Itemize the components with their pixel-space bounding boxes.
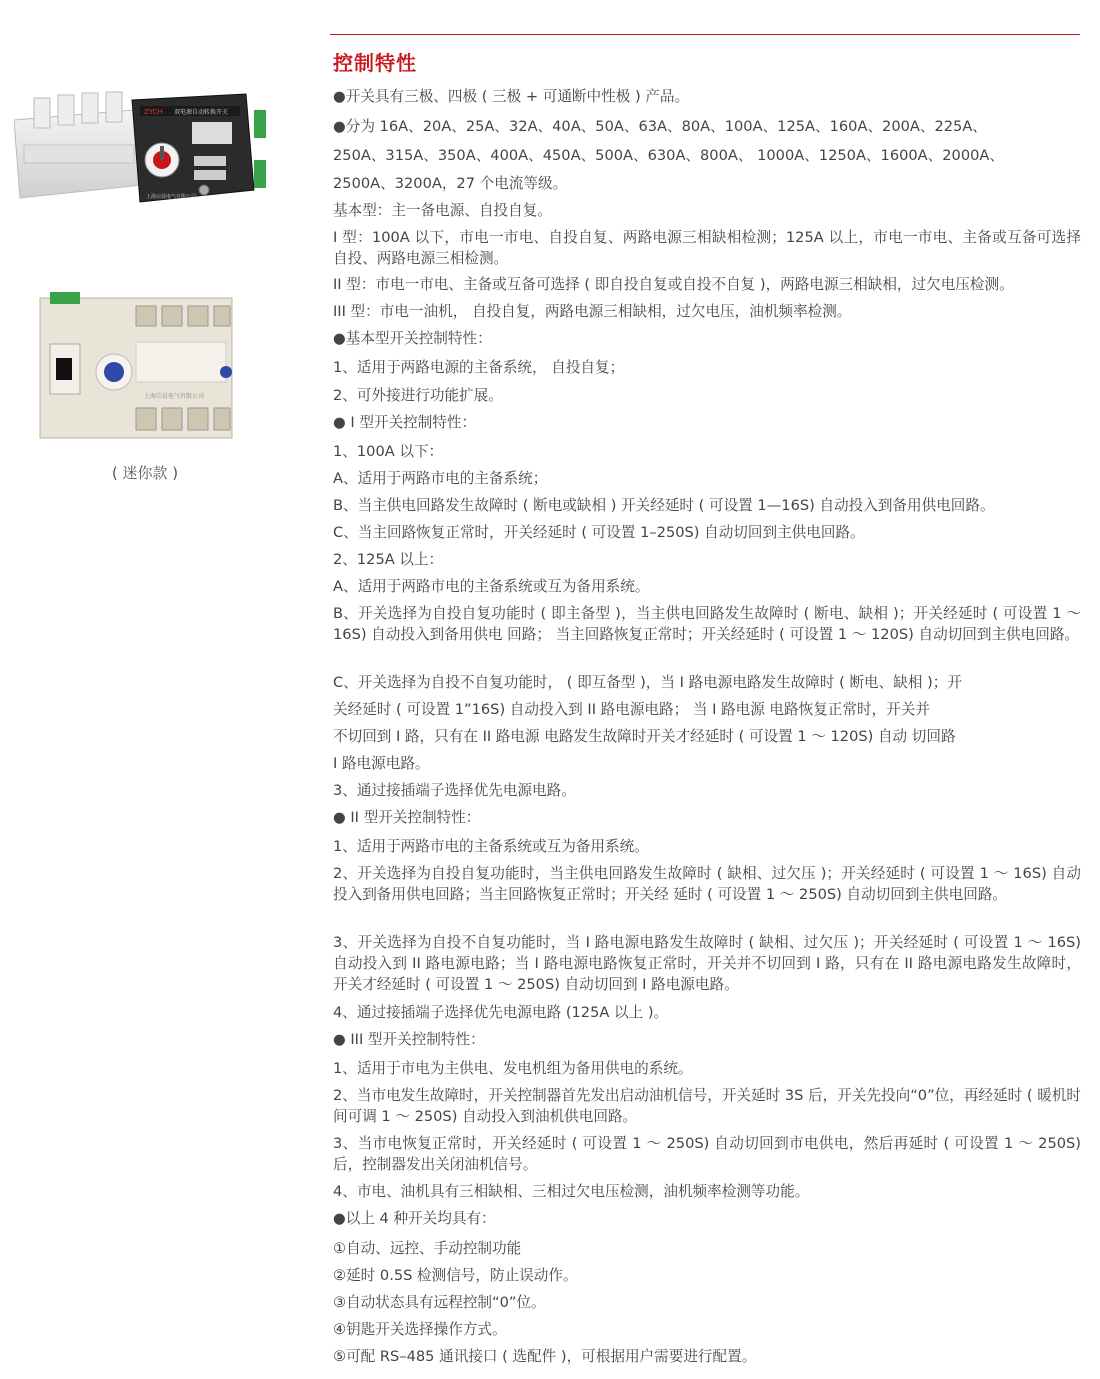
text-line: ● I 型开关控制特性： [333, 414, 477, 431]
text-line: ③自动状态具有远程控制“0”位。 [333, 1294, 546, 1311]
text-line: 3、通过接插端子选择优先电源电路。 [333, 782, 576, 799]
text-paragraph: B、开关选择为自投自复功能时 ( 即主备型 )，当主供电回路发生故障时 ( 断电、缺相 )；开关经延时 ( 可设置 1 ～ 16S) 自动投入到备用供电 回路； 当主回路恢复正常时；开关经延时 ( 可设置 1 ～ 120S) 自动切回到主供电回路。 [333, 605, 1081, 643]
text-line: 不切回到 I 路，只有在 II 路电源 电路发生故障时开关才经延时 ( 可设置 1 ～ 120S) 自动 切回路 [333, 728, 956, 745]
text-line: 2500A、3200A，27 个电流等级。 [333, 175, 568, 192]
text-line: C、开关选择为自投不自复功能时， ( 即互备型 )，当 I 路电源电路发生故障时 ( 断电、缺相 )；开 [333, 674, 962, 691]
transfer-switch-photo [14, 90, 270, 210]
text-line: 基本型：主一备电源、自投自复。 [333, 202, 552, 219]
text-line: ● II 型开关控制特性： [333, 809, 481, 826]
text-line: III 型：市电一油机， 自投自复，两路电源三相缺相，过欠电压，油机频率检测。 [333, 303, 852, 320]
mini-caption: ( 迷你款 ) [111, 464, 179, 482]
text-line: 2、可外接进行功能扩展。 [333, 387, 503, 404]
text-line: ● III 型开关控制特性： [333, 1031, 485, 1048]
text-line: 2、125A 以上： [333, 551, 444, 568]
text-line: 1、适用于两路电源的主备系统， 自投自复； [333, 359, 625, 376]
text-line: 4、市电、油机具有三相缺相、三相过欠电压检测，油机频率检测等功能。 [333, 1183, 810, 1200]
text-paragraph: 3、开关选择为自投不自复功能时，当 I 路电源电路发生故障时 ( 缺相、过欠压 )；开关经延时 ( 可设置 1 ～ 16S) 自动投入到 II 路电源电路；当 I 路电源电路恢复正常时，开关并不切回到 I 路，只有在 II 路电源电路发生故障时，开关才经延时 ( 可设置 1 ～ 250S) 自动切回到 I 路电源电路。 [333, 934, 1081, 993]
text-line: 关经延时 ( 可设置 1”16S) 自动投入到 II 路电源电路； 当 I 路电源 电路恢复正常时，开关并 [333, 701, 930, 718]
text-paragraph: I 型：100A 以下，市电一市电、自投自复、两路电源三相缺相检测；125A 以上，市电一市电、主备或互备可选择自投、两路电源三相检测。 [333, 229, 1081, 267]
mini-device-maker: 上海宗晨电气有限公司 [144, 393, 205, 400]
text-line: A、适用于两路市电的主备系统或互为备用系统。 [333, 578, 650, 595]
device-panel-title: 双电源自动转换开关 [174, 109, 229, 116]
text-line: ②延时 0.5S 检测信号，防止误动作。 [333, 1267, 578, 1284]
section-title: 控制特性 [333, 51, 417, 75]
text-line: B、当主供电回路发生故障时 ( 断电或缺相 ) 开关经延时 ( 可设置 1—16S) 自动投入到备用供电回路。 [333, 497, 995, 514]
mini-switch-photo [36, 292, 236, 442]
text-line: 1、100A 以下： [333, 443, 444, 460]
text-line: ⑤可配 RS–485 通讯接口 ( 选配件 )，可根据用户需要进行配置。 [333, 1348, 757, 1365]
text-line: A、适用于两路市电的主备系统； [333, 470, 548, 487]
text-paragraph: 3、当市电恢复正常时，开关经延时 ( 可设置 1 ～ 250S) 自动切回到市电供电，然后再延时 ( 可设置 1 ～ 250S) 后，控制器发出关闭油机信号。 [333, 1135, 1081, 1173]
title-divider [330, 34, 1080, 35]
text-line: ④钥匙开关选择操作方式。 [333, 1321, 507, 1338]
text-line: ●开关具有三极、四极 ( 三极 + 可通断中性极 ) 产品。 [333, 88, 690, 105]
device-brand: ZYCH [144, 108, 163, 116]
text-line: 4、通过接插端子选择优先电源电路 (125A 以上 )。 [333, 1004, 669, 1021]
text-paragraph: 2、开关选择为自投自复功能时，当主供电回路发生故障时 ( 缺相、过欠压 )；开关经延时 ( 可设置 1 ～ 16S) 自动投入到备用供电回路；当主回路恢复正常时；开关经 延时 ( 可设置 1 ～ 250S) 自动切回到主供电回路。 [333, 865, 1081, 903]
text-paragraph: 2、当市电发生故障时，开关控制器首先发出启动油机信号，开关延时 3S 后，开关先投向“0”位，再经延时 ( 暖机时间可调 1 ～ 250S) 自动投入到油机供电回路。 [333, 1087, 1081, 1125]
text-line: 1、适用于两路市电的主备系统或互为备用系统。 [333, 838, 649, 855]
text-line: ●基本型开关控制特性： [333, 330, 492, 347]
text-line: C、当主回路恢复正常时，开关经延时 ( 可设置 1–250S) 自动切回到主供电回路。 [333, 524, 865, 541]
text-line: ●以上 4 种开关均具有： [333, 1210, 496, 1227]
text-line: I 路电源电路。 [333, 755, 430, 772]
device-maker: 上海宗晨电气有限公司 [146, 194, 197, 200]
text-line: II 型：市电一市电、主备或互备可选择 ( 即自投自复或自投不自复 )，两路电源三相缺相，过欠电压检测。 [333, 276, 1014, 293]
text-line: 250A、315A、350A、400A、450A、500A、630A、800A、 1000A、1250A、1600A、2000A、 [333, 147, 1004, 164]
text-line: ●分为 16A、20A、25A、32A、40A、50A、63A、80A、100A、125A、160A、200A、225A、 [333, 118, 987, 135]
text-line: 1、适用于市电为主供电、发电机组为备用供电的系统。 [333, 1060, 693, 1077]
product-images-column [0, 0, 320, 1379]
text-line: ①自动、远控、手动控制功能 [333, 1240, 522, 1257]
